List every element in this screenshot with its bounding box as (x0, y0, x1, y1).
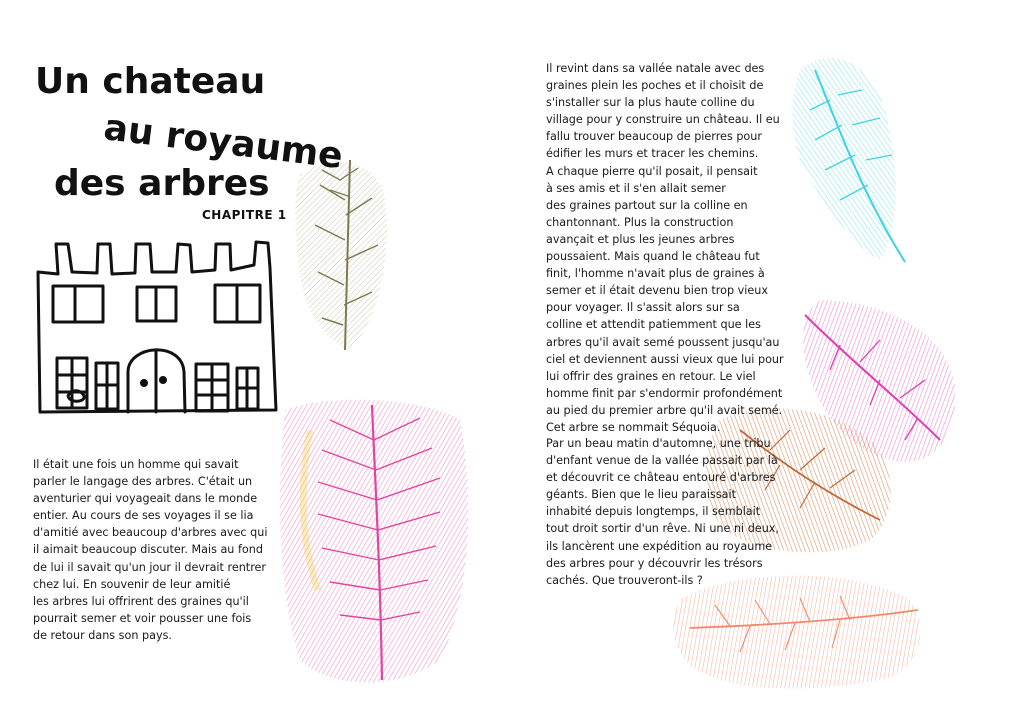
right-page (512, 0, 1024, 724)
story-paragraph-left: Il était une fois un homme qui savait parler le langage des arbres. C'était un aventurier qui voyageait dans le monde entier. Au cours de ses voyages il se lia d'amitié avec beaucoup d'arbres avec qui il aimait beaucoup discuter. Mais au fond de lui il savait qu'un jour il devrait rentrer chez lui. En souvenir de leur amitié les arbres lui offrirent des graines qu'il pourrait semer et voir pousser une fois de retour dans son pays. (33, 458, 268, 642)
title-line-1: Un chateau (35, 61, 266, 102)
title-line-3: des arbres (54, 163, 270, 204)
story-paragraph-right-1: Il revint dans sa vallée natale avec des graines plein les poches et il choisit de s'installer sur la plus haute colline du village pour y construire un château. Il eu fallu trouver beaucoup de pierres pour édifier les murs et tracer les chemins. A chaque pierre qu'il posait, il pensait à ses amis et il s'en allait semer des graines partout sur la colline en chantonnant. Plus la construction avançait et plus les jeunes arbres poussaient. Mais quand le château fut finit, l'homme n'avait plus de graines à semer et il était devenu bien trop vieux pour voyager. Il s'assit alors sur sa colline et attendit patiemment que les arbres qu'il avait semé poussent jusqu'au ciel et deviennent aussi vieux que lui pour lui offrir des graines en retour. Le viel homme finit par s'endormir profondément au pied du premier arbre qu'il avait semé. Cet arbre se nommait Séquoia. (546, 62, 784, 434)
story-paragraph-right-2: Par un beau matin d'automne, une tribu d'enfant venue de la vallée passait par là et découvrit ce château entouré d'arbres géants. Bien que le lieu paraissait inhabité depuis longtemps, il semblait tout droit sortir d'un rêve. Ni une ni deux, ils lancèrent une expédition au royaume des arbres pour y découvrir les trésors cachés. Que trouveront-ils ? (546, 437, 779, 587)
title-line-2: au royaume (101, 107, 346, 178)
chapter-label: CHAPITRE 1 (202, 208, 287, 222)
